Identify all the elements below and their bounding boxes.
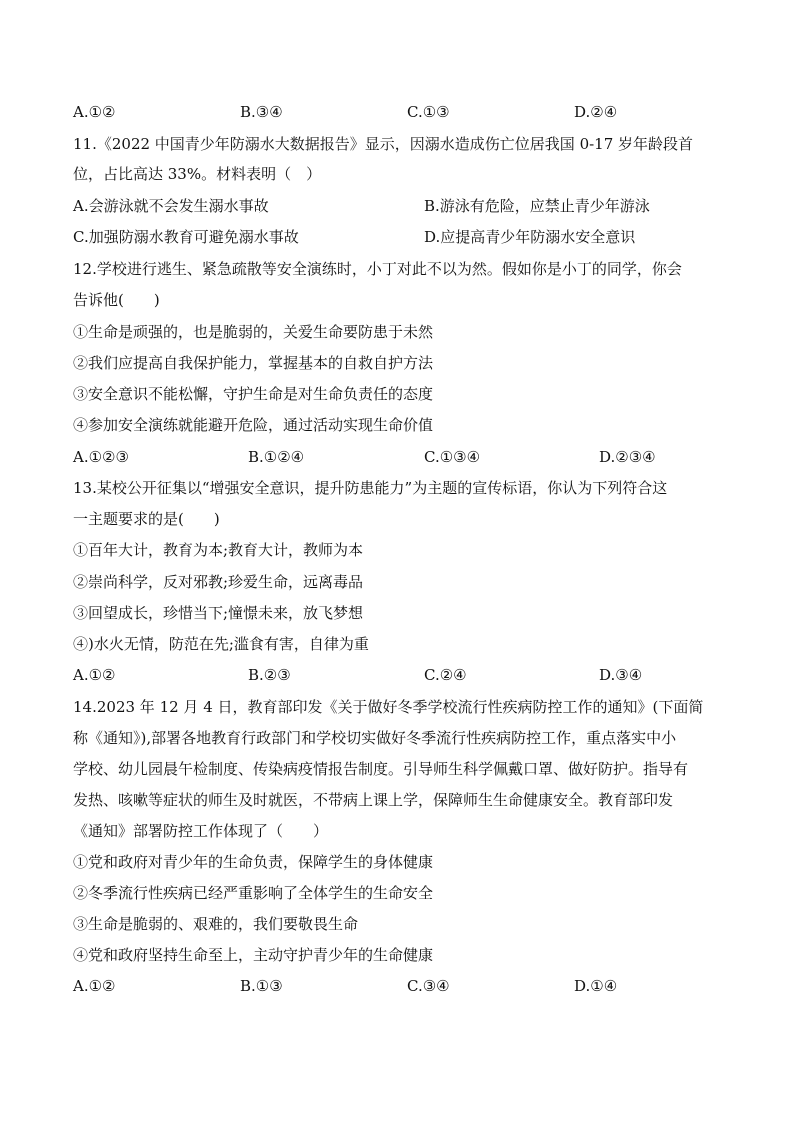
option-d: D.②③④ [599,448,656,466]
statement: ③安全意识不能松懈，守护生命是对生命负责任的态度 [73,385,434,403]
option-c: C.①③④ [424,448,481,466]
option-b: B.③④ [240,103,283,121]
statement: ②我们应提高自我保护能力，掌握基本的自救自护方法 [73,354,434,372]
option-b: B.①②④ [248,448,305,466]
question-stem-line: 学校、幼儿园晨午检制度、传染病疫情报告制度。引导师生科学佩戴口罩、做好防护。指导有 [73,760,689,778]
option-a: A.会游泳就不会发生溺水事故 [73,197,269,215]
statement: ②崇尚科学，反对邪教;珍爱生命，远离毒品 [73,573,364,591]
option-d: D.③④ [599,666,643,684]
question-stem-line: 位，占比高达 33%。材料表明（ ） [73,165,322,183]
statement: ①生命是顽强的，也是脆弱的，关爱生命要防患于未然 [73,323,434,341]
option-c: C.①③ [407,103,450,121]
option-a: A.①② [73,977,116,995]
question-stem-line: 《通知》部署防控工作体现了（ ） [73,822,329,840]
statement: ②冬季流行性疾病已经严重影响了全体学生的生命安全 [73,884,434,902]
option-d: D.应提高青少年防溺水安全意识 [424,228,636,246]
question-stem-line: 告诉他( ) [73,291,160,309]
question-stem-line: 称《通知》),部署各地教育行政部门和学校切实做好冬季流行性疾病防控工作，重点落实中小 [73,729,677,747]
statement: ①百年大计，教育为本;教育大计，教师为本 [73,541,364,559]
question-stem-line: 一主题要求的是( ) [73,510,220,528]
option-d: D.①④ [574,977,618,995]
question-stem-line: 发热、咳嗽等症状的师生及时就医，不带病上课上学，保障师生生命健康安全。教育部印发 [73,791,674,809]
question-stem-line: 12.学校进行逃生、紧急疏散等安全演练时，小丁对此不以为然。假如你是小丁的同学，你会 [73,260,682,278]
option-a: A.①② [73,103,116,121]
option-a: A.①②③ [73,448,129,466]
statement: ③生命是脆弱的、艰难的，我们要敬畏生命 [73,915,359,933]
statement: ④参加安全演练就能避开危险，通过活动实现生命价值 [73,416,434,434]
statement: ①党和政府对青少年的生命负责，保障学生的身体健康 [73,853,434,871]
option-d: D.②④ [574,103,618,121]
option-c: C.②④ [424,666,467,684]
option-b: B.②③ [248,666,291,684]
question-stem-line: 11.《2022 中国青少年防溺水大数据报告》显示，因溺水造成伤亡位居我国 0-17 岁年龄段首 [73,135,694,153]
option-b: B.①③ [240,977,283,995]
question-stem-line: 13.某校公开征集以“增强安全意识，提升防患能力”为主题的宣传标语，你认为下列符合这 [73,479,668,497]
option-c: C.③④ [407,977,450,995]
option-b: B.游泳有危险，应禁止青少年游泳 [424,197,650,215]
question-stem-line: 14.2023 年 12 月 4 日，教育部印发《关于做好冬季学校流行性疾病防控工作的通知》(下面简 [73,698,704,716]
statement: ③回望成长，珍惜当下;憧憬未来，放飞梦想 [73,604,364,622]
statement: ④)水火无情，防范在先;滥食有害，自律为重 [73,635,369,653]
option-a: A.①② [73,666,116,684]
option-c: C.加强防溺水教育可避免溺水事故 [73,228,299,246]
statement: ④党和政府坚持生命至上，主动守护青少年的生命健康 [73,946,434,964]
